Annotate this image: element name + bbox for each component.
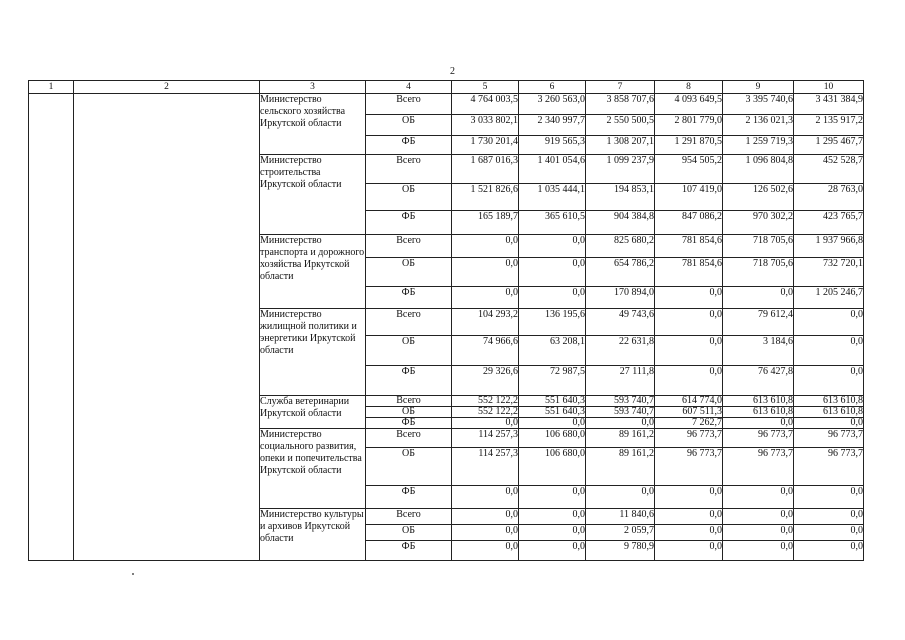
value-cell: 1 035 444,1 [519,184,586,211]
funding-type: ОБ [366,258,452,287]
funding-type: ФБ [366,287,452,309]
ministry-name: Служба ветеринарии Иркутской области [260,396,366,429]
funding-type: Всего [366,155,452,184]
value-cell: 1 099 237,9 [586,155,655,184]
value-cell: 114 257,3 [452,448,519,486]
value-cell: 0,0 [794,509,864,525]
ministry-name: Министерство строительства Иркутской области [260,155,366,235]
value-cell: 170 894,0 [586,287,655,309]
value-cell: 919 565,3 [519,136,586,155]
value-cell: 106 680,0 [519,448,586,486]
value-cell: 106 680,0 [519,429,586,448]
value-cell: 613 610,8 [723,396,794,407]
column-header: 1 [29,81,74,94]
value-cell: 423 765,7 [794,211,864,235]
funding-type: Всего [366,509,452,525]
value-cell: 593 740,7 [586,407,655,418]
value-cell: 114 257,3 [452,429,519,448]
col-1-cell [29,94,74,561]
header-row [29,81,864,94]
value-cell: 1 096 804,8 [723,155,794,184]
value-cell: 76 427,8 [723,366,794,396]
value-cell: 0,0 [794,366,864,396]
value-cell: 96 773,7 [655,448,723,486]
value-cell: 0,0 [794,418,864,429]
value-cell: 718 705,6 [723,258,794,287]
value-cell: 613 610,8 [723,407,794,418]
value-cell: 0,0 [794,309,864,336]
value-cell: 1 259 719,3 [723,136,794,155]
value-cell: 0,0 [655,336,723,366]
funding-type: ОБ [366,407,452,418]
value-cell: 49 743,6 [586,309,655,336]
value-cell: 781 854,6 [655,258,723,287]
funding-type: ФБ [366,136,452,155]
value-cell: 0,0 [794,336,864,366]
value-cell: 126 502,6 [723,184,794,211]
value-cell: 1 401 054,6 [519,155,586,184]
value-cell: 0,0 [452,258,519,287]
value-cell: 613 610,8 [794,407,864,418]
column-header: 6 [519,81,586,94]
value-cell: 0,0 [519,235,586,258]
value-cell: 0,0 [519,525,586,541]
value-cell: 718 705,6 [723,235,794,258]
funding-type: ФБ [366,486,452,509]
ministry-name: Министерство социального развития, опеки и попечительства Иркутской области [260,429,366,509]
value-cell: 0,0 [655,509,723,525]
ministry-name: Министерство культуры и архивов Иркутской области [260,509,366,561]
column-header: 7 [586,81,655,94]
value-cell: 0,0 [723,287,794,309]
scan-speck [132,573,134,575]
value-cell: 1 205 246,7 [794,287,864,309]
value-cell: 29 326,6 [452,366,519,396]
value-cell: 72 987,5 [519,366,586,396]
value-cell: 904 384,8 [586,211,655,235]
value-cell: 781 854,6 [655,235,723,258]
column-header: 2 [74,81,260,94]
value-cell: 0,0 [655,287,723,309]
value-cell: 79 612,4 [723,309,794,336]
page-number: 2 [450,66,455,77]
column-header: 10 [794,81,864,94]
value-cell: 825 680,2 [586,235,655,258]
value-cell: 96 773,7 [794,429,864,448]
value-cell: 847 086,2 [655,211,723,235]
funding-type: ФБ [366,541,452,561]
value-cell: 0,0 [519,287,586,309]
value-cell: 74 966,6 [452,336,519,366]
funding-type: Всего [366,94,452,115]
value-cell: 4 764 003,5 [452,94,519,115]
ministry-name: Министерство сельского хозяйства Иркутской области [260,94,366,155]
value-cell: 3 184,6 [723,336,794,366]
value-cell: 970 302,2 [723,211,794,235]
value-cell: 107 419,0 [655,184,723,211]
value-cell: 1 730 201,4 [452,136,519,155]
value-cell: 28 763,0 [794,184,864,211]
value-cell: 0,0 [519,509,586,525]
value-cell: 0,0 [723,525,794,541]
value-cell: 0,0 [452,287,519,309]
value-cell: 136 195,6 [519,309,586,336]
value-cell: 1 308 207,1 [586,136,655,155]
value-cell: 0,0 [586,486,655,509]
value-cell: 3 260 563,0 [519,94,586,115]
value-cell: 607 511,3 [655,407,723,418]
value-cell: 654 786,2 [586,258,655,287]
funding-type: ОБ [366,448,452,486]
value-cell: 0,0 [723,418,794,429]
value-cell: 0,0 [655,541,723,561]
value-cell: 0,0 [723,509,794,525]
funding-type: ФБ [366,418,452,429]
funding-type: Всего [366,429,452,448]
value-cell: 89 161,2 [586,429,655,448]
value-cell: 1 295 467,7 [794,136,864,155]
column-header: 3 [260,81,366,94]
value-cell: 365 610,5 [519,211,586,235]
value-cell: 0,0 [452,235,519,258]
value-cell: 0,0 [452,509,519,525]
value-cell: 96 773,7 [794,448,864,486]
value-cell: 96 773,7 [723,448,794,486]
value-cell: 1 521 826,6 [452,184,519,211]
value-cell: 551 640,3 [519,407,586,418]
funding-type: Всего [366,309,452,336]
value-cell: 0,0 [452,525,519,541]
funding-type: ОБ [366,525,452,541]
value-cell: 2 550 500,5 [586,115,655,136]
value-cell: 0,0 [519,541,586,561]
value-cell: 954 505,2 [655,155,723,184]
value-cell: 0,0 [655,525,723,541]
value-cell: 96 773,7 [655,429,723,448]
value-cell: 1 937 966,8 [794,235,864,258]
value-cell: 11 840,6 [586,509,655,525]
value-cell: 3 395 740,6 [723,94,794,115]
column-header: 9 [723,81,794,94]
value-cell: 732 720,1 [794,258,864,287]
value-cell: 0,0 [723,541,794,561]
funding-type: Всего [366,235,452,258]
value-cell: 9 780,9 [586,541,655,561]
value-cell: 0,0 [452,541,519,561]
value-cell: 0,0 [794,525,864,541]
column-header: 8 [655,81,723,94]
value-cell: 3 858 707,6 [586,94,655,115]
funding-type: ОБ [366,184,452,211]
value-cell: 0,0 [519,258,586,287]
table-row [29,94,864,115]
value-cell: 0,0 [586,418,655,429]
value-cell: 0,0 [655,309,723,336]
value-cell: 551 640,3 [519,396,586,407]
value-cell: 2 135 917,2 [794,115,864,136]
funding-type: ФБ [366,211,452,235]
value-cell: 0,0 [655,366,723,396]
value-cell: 0,0 [655,486,723,509]
value-cell: 165 189,7 [452,211,519,235]
value-cell: 0,0 [519,486,586,509]
column-header: 5 [452,81,519,94]
value-cell: 7 262,7 [655,418,723,429]
value-cell: 2 340 997,7 [519,115,586,136]
funding-type: ОБ [366,115,452,136]
ministry-name: Министерство жилищной политики и энергетики Иркутской области [260,309,366,396]
budget-table [28,80,864,561]
value-cell: 0,0 [452,486,519,509]
funding-type: ФБ [366,366,452,396]
funding-type: Всего [366,396,452,407]
value-cell: 452 528,7 [794,155,864,184]
value-cell: 63 208,1 [519,336,586,366]
value-cell: 0,0 [723,486,794,509]
value-cell: 2 136 021,3 [723,115,794,136]
value-cell: 614 774,0 [655,396,723,407]
value-cell: 3 033 802,1 [452,115,519,136]
value-cell: 4 093 649,5 [655,94,723,115]
value-cell: 22 631,8 [586,336,655,366]
value-cell: 613 610,8 [794,396,864,407]
col-2-cell [74,94,260,561]
value-cell: 104 293,2 [452,309,519,336]
value-cell: 552 122,2 [452,396,519,407]
value-cell: 2 801 779,0 [655,115,723,136]
value-cell: 96 773,7 [723,429,794,448]
value-cell: 27 111,8 [586,366,655,396]
value-cell: 1 291 870,5 [655,136,723,155]
ministry-name: Министерство транспорта и дорожного хозяйства Иркутской области [260,235,366,309]
funding-type: ОБ [366,336,452,366]
value-cell: 0,0 [519,418,586,429]
value-cell: 194 853,1 [586,184,655,211]
value-cell: 0,0 [452,418,519,429]
value-cell: 593 740,7 [586,396,655,407]
value-cell: 1 687 016,3 [452,155,519,184]
value-cell: 552 122,2 [452,407,519,418]
value-cell: 0,0 [794,541,864,561]
value-cell: 0,0 [794,486,864,509]
value-cell: 3 431 384,9 [794,94,864,115]
column-header: 4 [366,81,452,94]
value-cell: 2 059,7 [586,525,655,541]
value-cell: 89 161,2 [586,448,655,486]
